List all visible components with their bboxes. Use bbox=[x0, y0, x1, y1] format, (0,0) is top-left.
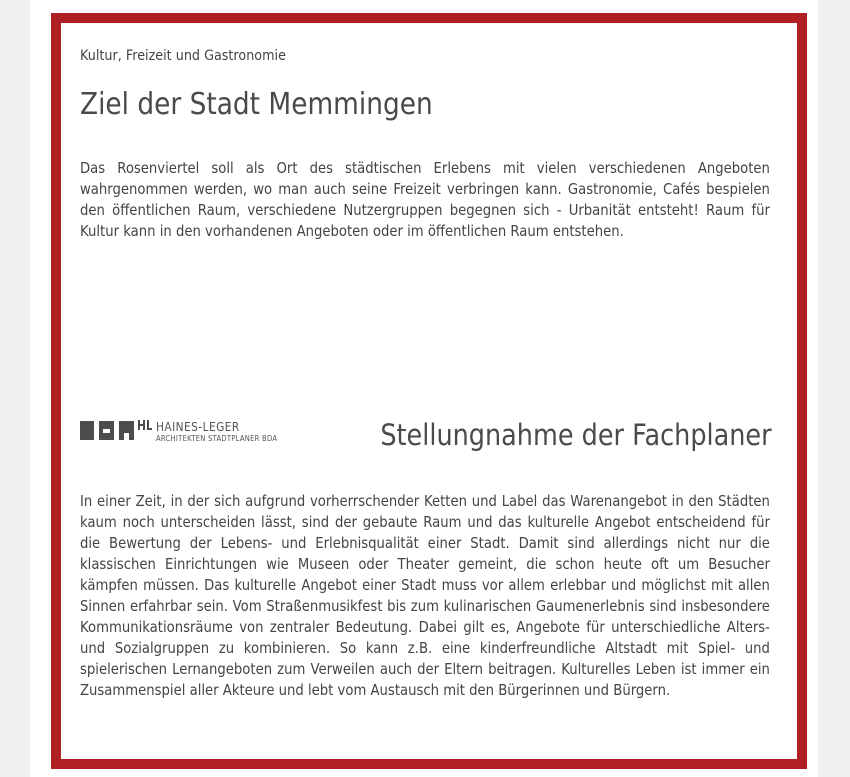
section-header bbox=[80, 418, 772, 458]
logo-mark-icon bbox=[80, 418, 154, 442]
page-title: Ziel der Stadt Memmingen bbox=[80, 87, 433, 122]
statement-paragraph: In einer Zeit, in der sich aufgrund vorherrschender Ketten und Label das Warenangebot in den Städten kaum noch unterscheiden lässt, sind der gebaute Raum und das kulturelle Angebot entscheidend für die Bewertung der Lebens- und Erlebnisqualität einer Stadt. Damit sind allerdings nicht nur die klassischen Einrichtungen wie Museen oder Theater gemeint, die schon heute oft um Besucher kämpfen müssen. Das kulturelle Angebot einer Stadt muss vor allem erlebbar und möglichst mit allen Sinnen erfahrbar sein. Vom Straßenmusikfest bis zum kulinarischen Gaumenerlebnis sind insbesondere Kommunikationsräume von zentraler Bedeutung. Dabei gilt es, Angebote für unterschiedliche Alters- und Sozialgruppen zu kombinieren. So kann z.B. eine kinderfreundliche Altstadt mit Spiel- und spielerischen Lernangeboten zum Verweilen auch der Eltern beitragen. Kulturelles Leben ist immer ein Zusammenspiel aller Akteure und lebt vom Austausch mit den Bürgerinnen und Bürgern. bbox=[80, 492, 770, 699]
company-logo bbox=[80, 418, 154, 442]
intro-paragraph: Das Rosenviertel soll als Ort des städtischen Erlebens mit vielen verschiedenen Angeboten wahrgenommen werden, wo man auch seine Freizeit verbringen kann. Gastronomie, Cafés bespielen den öffentlichen Raum, verschiedene Nutzergruppen begegnen sich - Urbanität entsteht! Raum für Kultur kann in den vorhandenen Angeboten oder im öffentlichen Raum entstehen. bbox=[80, 159, 770, 240]
logo-name: HAINES-LEGER bbox=[156, 419, 240, 434]
content-frame bbox=[51, 13, 807, 769]
logo-subtitle: ARCHITEKTEN STADTPLANER BDA bbox=[156, 434, 278, 443]
category-label: Kultur, Freizeit und Gastronomie bbox=[80, 48, 286, 64]
section-title: Stellungnahme der Fachplaner bbox=[380, 418, 772, 452]
page-sheet bbox=[30, 0, 818, 777]
logo-text bbox=[156, 419, 299, 443]
